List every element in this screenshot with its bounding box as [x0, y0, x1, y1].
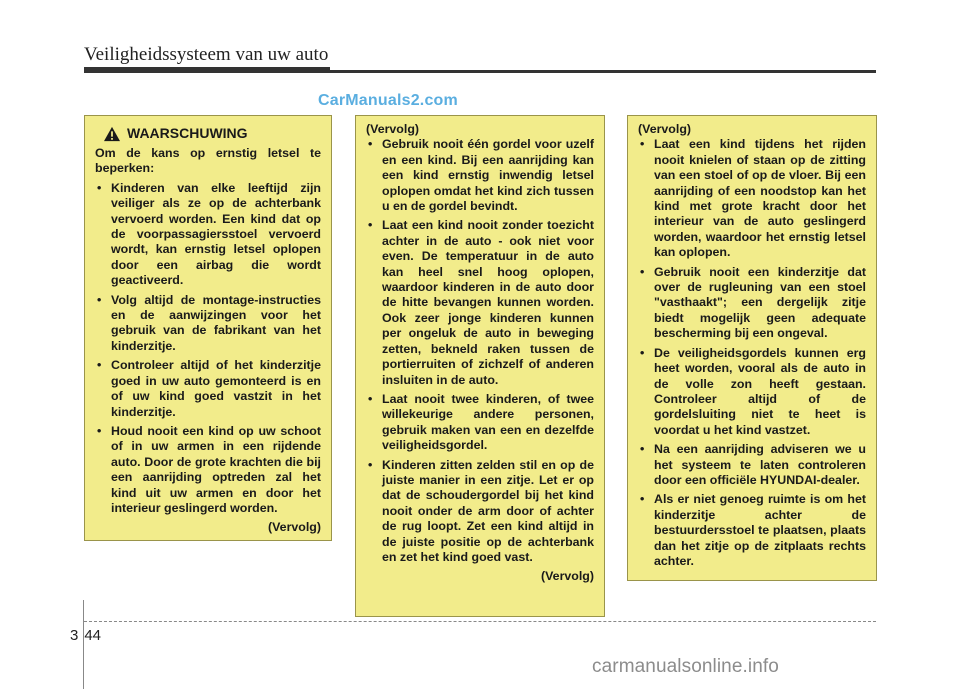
bullet-icon: • [97, 292, 102, 307]
page-header-title: Veiligheidssysteem van uw auto [84, 44, 329, 65]
warning-heading [103, 126, 321, 142]
warning-box [84, 115, 332, 541]
list-item: • De veiligheidsgordels kunnen erg heet worden, vooral als de auto in de volle zon heeft gestaan. Controleer altijd of de gordelsluiting niet te heet is voordat u het kind vastzet. [640, 345, 866, 437]
bullet-icon: • [640, 345, 645, 360]
warning-list [638, 137, 866, 569]
bullet-icon: • [97, 423, 102, 438]
continued-label: (Vervolg) [267, 520, 321, 535]
continued-heading: (Vervolg) [638, 122, 692, 136]
bullet-icon: • [368, 457, 373, 472]
bullet-icon: • [368, 218, 373, 233]
bullet-icon: • [97, 180, 102, 195]
list-item: • Houd nooit een kind op uw schoot of in uw armen in een rijdende auto. Door de grote krachten die bij een aanrijding optreden zal het kind uit uw armen en door het interieur geslingerd worden. [97, 423, 321, 515]
list-item: • Kinderen van elke leeftijd zijn veiliger als ze op de achterbank vervoerd worden. Een kind dat op de voorpassagiersstoel vervoerd wordt, kan ernstig letsel oplopen door een airbag die wordt geactiveerd. [97, 180, 321, 288]
continued-heading: (Vervolg) [366, 122, 420, 136]
list-item: • Gebruik nooit één gordel voor uzelf en een kind. Bij een aanrijding kan een kind ernstig inwendig letsel oplopen omdat het kind zich tussen u en de gordel bevindt. [368, 137, 594, 214]
bullet-icon: • [640, 442, 645, 457]
warning-list [95, 181, 321, 517]
bullet-icon: • [640, 264, 645, 279]
warning-box-continued-2 [627, 115, 877, 581]
bullet-icon: • [368, 137, 373, 152]
bullet-icon: • [368, 391, 373, 406]
page-number-value: 44 [84, 627, 102, 644]
page-number [70, 627, 107, 644]
warning-title: WAARSCHUWING [127, 125, 248, 142]
header-rule [84, 70, 876, 73]
continued-label: (Vervolg) [540, 569, 594, 584]
list-item: • Als er niet genoeg ruimte is om het kinderzitje achter de bestuurdersstoel te plaatsen, plaats dan het zitje op de zitplaats rechts achter. [640, 492, 866, 568]
list-item: • Volg altijd de montage-instructies en de aanwijzingen voor het gebruik van de fabrikant van het kinderzitje. [97, 292, 321, 353]
list-item: • Laat een kind nooit zonder toezicht achter in de auto - ook niet voor even. De temperatuur in de auto kan heel snel hoog oplopen, waardoor kinderen in de auto door de hitte bevangen kunnen worden. Ook zeer jonge kinderen kunnen per ongeluk de auto in beweging zetten, bekneld raken tussen de portierruiten of zichzelf of anderen insluiten in de auto. [368, 218, 594, 387]
bullet-icon: • [640, 137, 645, 152]
list-item: • Laat nooit twee kinderen, of twee willekeurige andere personen, gebruik maken van een en dezelfde veiligheidsgordel. [368, 391, 594, 453]
list-item: • Gebruik nooit een kinderzitje dat over de rugleuning van een stoel "vasthaakt"; een dergelijk zitje biedt mogelijk geen adequate bescherming bij een ongeval. [640, 264, 866, 341]
list-item: • Laat een kind tijdens het rijden nooit knielen of staan op de zitting van een stoel of op de vloer. Bij een aanrijding of een noodstop kan het kind met grote kracht door het interieur van de auto geslingerd worden, waardoor het ernstig letsel kan oplopen. [640, 137, 866, 260]
list-item: • Na een aanrijding adviseren we u het systeem te laten controleren door een officiële HYUNDAI-dealer. [640, 442, 866, 487]
bullet-icon: • [97, 358, 102, 373]
warning-box-continued-1 [355, 115, 605, 617]
watermark-link-top[interactable]: CarManuals2.com [318, 92, 458, 109]
footer-vertical-rule [83, 600, 84, 689]
warning-intro: Om de kans op ernstig letsel te beperken: [95, 146, 321, 176]
warning-triangle-icon [103, 126, 121, 142]
bullet-icon: • [640, 492, 645, 507]
warning-list [366, 137, 594, 565]
list-item: • Kinderen zitten zelden stil en op de juiste manier in een zitje. Let er op dat de schoudergordel bij het kind nooit onder de arm door of achter de rug loopt. Zet een kind altijd in de juiste positie op de achterbank en zet het kind goed vast. [368, 457, 594, 564]
watermark-link-bottom[interactable]: carmanualsonline.info [592, 656, 779, 677]
footer-rule [84, 621, 876, 622]
list-item: • Controleer altijd of het kinderzitje goed in uw auto gemonteerd is en of uw kind goed vastzit in het kinderzitje. [97, 358, 321, 419]
chapter-number: 3 [70, 627, 79, 644]
